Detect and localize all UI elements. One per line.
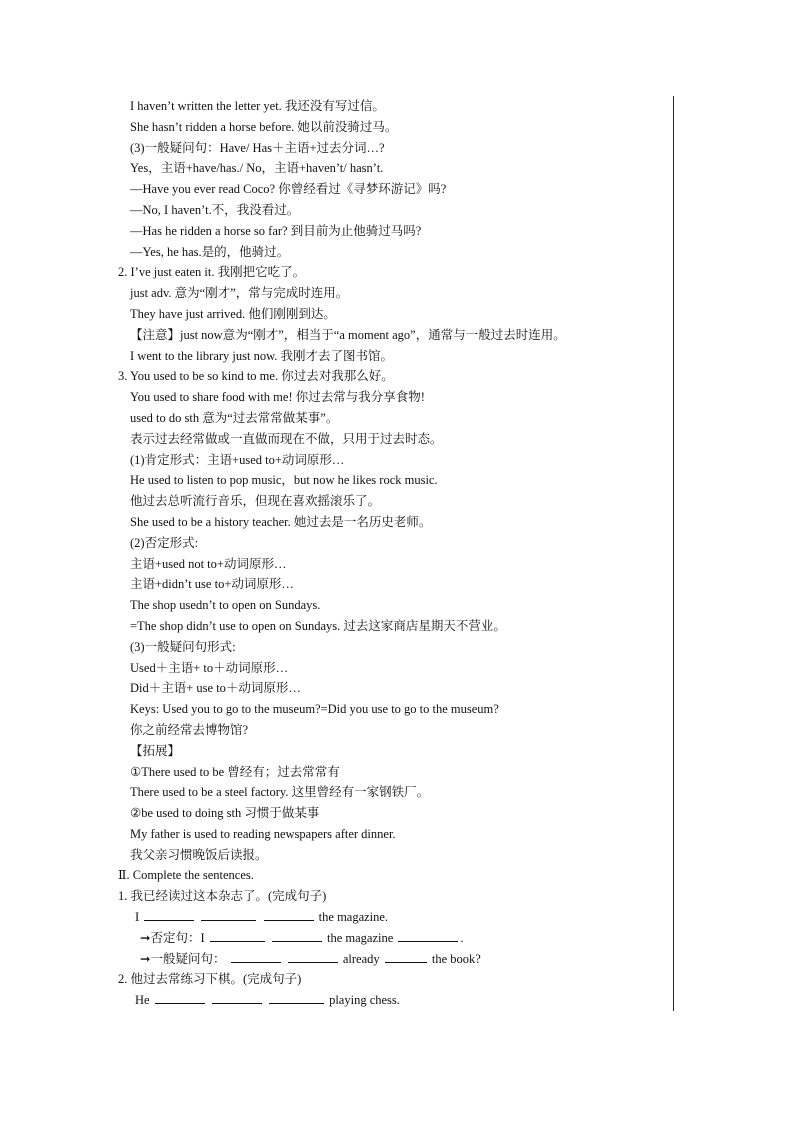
exercise-text: I (135, 910, 140, 925)
answer-blank[interactable] (155, 991, 205, 1004)
text-line: You used to share food with me! 你过去常与我分享食物! (130, 390, 425, 405)
exercise-text: He (135, 993, 150, 1008)
text-line: =The shop didn’t use to open on Sundays. 过去这家商店星期天不营业。 (130, 618, 506, 633)
text-line: 我父亲习惯晚饭后读报。 (130, 847, 268, 862)
text-line: Did＋主语+ use to＋动词原形… (130, 681, 301, 696)
text-line: 【注意】just now意为“刚才”，相当于“a moment ago”，通常与一般过去时连用。 (130, 327, 566, 342)
exercise-2-sentence (0, 990, 680, 1011)
text-line: 你之前经常去博物馆? (130, 722, 249, 737)
text-line: 【拓展】 (130, 743, 181, 758)
text-lines (0, 96, 680, 1011)
text-line: They have just arrived. 他们刚刚到达。 (130, 306, 336, 321)
answer-blank[interactable] (144, 908, 194, 921)
text-line: —Have you ever read Coco? 你曾经看过《寻梦环游记》吗? (130, 182, 447, 197)
text-line: My father is used to reading newspapers after dinner. (130, 826, 396, 841)
text-line: She hasn’t ridden a horse before. 她以前没骑过马。 (130, 119, 398, 134)
text-line: used to do sth 意为“过去常常做某事”。 (130, 410, 339, 425)
exercise-text: the magazine (327, 930, 394, 945)
answer-blank[interactable] (210, 929, 265, 942)
exercise-2-title: 2. 他过去常练习下棋。(完成句子) (118, 972, 302, 987)
text-line: (3)一般疑问句：Have/ Has＋主语+过去分词…? (130, 140, 385, 155)
answer-blank[interactable] (288, 950, 338, 963)
answer-blank[interactable] (201, 908, 256, 921)
text-line: 主语+used not to+动词原形… (130, 556, 287, 571)
text-line: —Yes, he has.是的，他骑过。 (130, 244, 290, 259)
text-line: —Has he ridden a horse so far? 到目前为止他骑过马吗? (130, 223, 422, 238)
exercise-text: already (342, 951, 380, 966)
text-line: ①There used to be 曾经有；过去常常有 (130, 764, 340, 779)
text-line: Yes，主语+have/has./ No，主语+haven’t/ hasn’t. (130, 161, 384, 176)
exercise-1-question (0, 949, 680, 970)
text-line: —No, I haven’t.不，我没看过。 (130, 202, 300, 217)
exercise-1-title: 1. 我已经读过这本杂志了。(完成句子) (118, 889, 327, 904)
exercise-1-negative (0, 928, 680, 949)
text-line: (3)一般疑问句形式: (130, 639, 236, 654)
text-line: Used＋主语+ to＋动词原形… (130, 660, 289, 675)
exercise-text: ➞否定句：I (140, 930, 205, 945)
text-line: (1)肯定形式：主语+used to+动词原形… (130, 452, 345, 467)
text-line: She used to be a history teacher. 她过去是一名历史老师。 (130, 514, 432, 529)
text-line: There used to be a steel factory. 这里曾经有一家钢铁厂。 (130, 785, 430, 800)
text-line: The shop usedn’t to open on Sundays. (130, 598, 321, 613)
text-line: 主语+didn’t use to+动词原形… (130, 577, 294, 592)
answer-blank[interactable] (212, 991, 262, 1004)
text-line: He used to listen to pop music，but now he likes rock music. (130, 473, 438, 488)
text-line: I haven’t written the letter yet. 我还没有写过信。 (130, 99, 385, 113)
text-line: 3. You used to be so kind to me. 你过去对我那么好。 (118, 369, 394, 384)
text-line: just adv. 意为“刚才”，常与完成时连用。 (130, 286, 349, 301)
exercise-text: playing chess. (329, 993, 400, 1008)
answer-blank[interactable] (398, 929, 458, 942)
exercise-text: ➞一般疑问句： (140, 951, 226, 966)
exercise-1-sentence (0, 907, 680, 928)
answer-blank[interactable] (231, 950, 281, 963)
text-line: 2. I’ve just eaten it. 我刚把它吃了。 (118, 265, 306, 280)
exercise-text: . (460, 930, 464, 945)
text-line: 他过去总听流行音乐，但现在喜欢摇滚乐了。 (130, 494, 381, 509)
text-line: (2)否定形式: (130, 535, 199, 550)
section-heading: Ⅱ. Complete the sentences. (118, 868, 254, 883)
exercise-text: the book? (431, 951, 481, 966)
answer-blank[interactable] (269, 991, 324, 1004)
text-line: I went to the library just now. 我刚才去了图书馆。 (130, 348, 394, 363)
text-line: 表示过去经常做或一直做而现在不做，只用于过去时态。 (130, 431, 443, 446)
answer-blank[interactable] (272, 929, 322, 942)
exercise-text: the magazine. (318, 910, 389, 925)
text-line: ②be used to doing sth 习惯于做某事 (130, 806, 320, 821)
answer-blank[interactable] (264, 908, 314, 921)
text-line: Keys: Used you to go to the museum?=Did you use to go to the museum? (130, 702, 499, 717)
answer-blank[interactable] (385, 950, 427, 963)
